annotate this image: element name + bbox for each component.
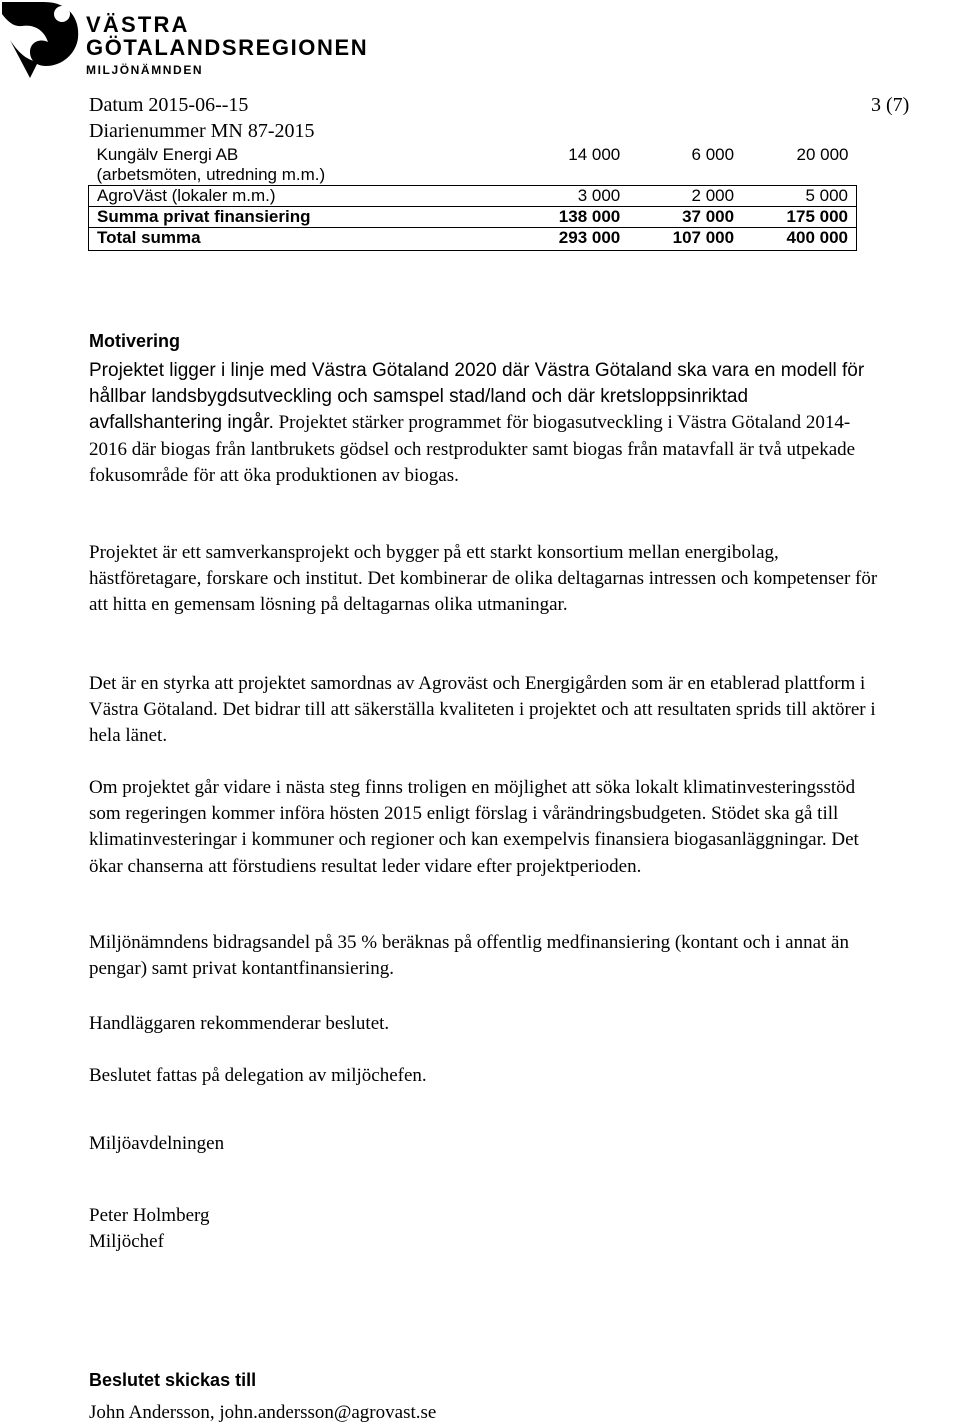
- page-number: 3 (7): [871, 94, 910, 116]
- table-cell-value: 14 000: [568, 145, 621, 164]
- table-cell-value: 20 000: [796, 145, 849, 164]
- paragraph: Handläggaren rekommenderar beslutet.: [89, 1013, 390, 1034]
- table-cell-value: 138 000: [514, 207, 628, 228]
- table-cell-value: [628, 165, 742, 186]
- logo-line-miljonamnden: MILJÖNÄMNDEN: [86, 63, 204, 77]
- table-row: [89, 228, 857, 251]
- table-cell-value: 6 000: [691, 145, 735, 164]
- paragraph: Projektet är ett samverkansprojekt och bygger på ett starkt konsortium mellan energibolag, hästföretagare, forskare och institut. Det kombinerar de olika deltagarnas intressen och kompetenser för att hitta en gemensam lösning på deltagarnas olika utmaningar.: [89, 542, 878, 616]
- table-cell-name: Summa privat finansiering: [89, 207, 515, 228]
- table-cell-value: 5 000: [742, 186, 856, 207]
- document-date: Datum 2015-06--15: [89, 94, 249, 116]
- signature-department: Miljöavdelningen: [89, 1133, 225, 1154]
- table-cell-value: 2 000: [628, 186, 742, 207]
- organization-logo: [0, 0, 380, 80]
- paragraph: Beslutet fattas på delegation av miljöchefen.: [89, 1065, 427, 1086]
- paragraph: [89, 358, 879, 489]
- table-row: [89, 186, 857, 207]
- logo-wordmark: [86, 14, 368, 78]
- table-cell-name: Total summa: [89, 228, 515, 251]
- table-cell-value: 3 000: [514, 186, 628, 207]
- table-cell-value: 107 000: [628, 228, 742, 251]
- table-cell-name: AgroVäst (lokaler m.m.): [89, 186, 515, 207]
- logo-line-vastra: VÄSTRA: [86, 12, 190, 37]
- signature-title: Miljöchef: [89, 1231, 164, 1252]
- paragraph-text: Projektet stärker programmet för biogasutveckling i Västra Götaland 2014-2016 där biogas från lantbrukets gödsel och restprodukter samt biogas från matavfall är två utpekade fokusområde för att öka produktionen av biogas.: [89, 412, 856, 486]
- paragraph-text-sans: Projektet ligger i linje med Västra Götaland 2020 där Västra Götaland ska vara en modell för hållbar landsbygdsutveckling och samspel stad/land och där kretsloppsinriktad avfallshantering ingår.: [89, 360, 865, 434]
- logo-line-gotalandsregionen: GÖTALANDSREGIONEN: [86, 35, 369, 60]
- paragraph: Miljönämndens bidragsandel på 35 % beräknas på offentlig medfinansiering (kontant och i annat än pengar) samt privat kontantfinansiering.: [89, 932, 849, 980]
- distribution-recipient: John Andersson, john.andersson@agrovast.se: [89, 1402, 437, 1423]
- paragraph: Om projektet går vidare i nästa steg finns troligen en möjlighet att söka lokalt klimatinvesteringsstöd som regeringen kommer införa hösten 2015 enligt förslag i vårändringsbudgeten. Stödet ska gå till klimatinvesteringar i kommuner och regioner och kan exempelvis finansiera biogasanläggningar. Det ökar chanserna att förstudiens resultat leder vidare efter projektperioden.: [89, 777, 859, 877]
- document-diarienummer: Diarienummer MN 87-2015: [89, 120, 315, 142]
- table-cell-value: 175 000: [742, 207, 856, 228]
- table-cell-value: 400 000: [742, 228, 856, 251]
- table-row: [89, 165, 857, 186]
- section-heading-distribution: Beslutet skickas till: [89, 1370, 257, 1390]
- signature-name: Peter Holmberg: [89, 1205, 210, 1226]
- financing-table: [88, 145, 857, 251]
- table-cell-value: 37 000: [628, 207, 742, 228]
- vgr-logo-icon: [0, 0, 80, 78]
- paragraph: Det är en styrka att projektet samordnas av Agroväst och Energigården som är en etablerad plattform i Västra Götaland. Det bidrar till att säkerställa kvaliteten i projektet och att resultaten sprids till aktörer i hela länet.: [89, 673, 876, 747]
- table-row: [89, 207, 857, 228]
- table-row: [89, 145, 857, 165]
- table-cell-value: [742, 165, 856, 186]
- section-heading-motivering: Motivering: [89, 331, 181, 351]
- table-cell-name: (arbetsmöten, utredning m.m.): [96, 165, 326, 184]
- table-cell-value: 293 000: [514, 228, 628, 251]
- table-cell-name: Kungälv Energi AB: [96, 145, 239, 164]
- table-cell-value: [514, 165, 628, 186]
